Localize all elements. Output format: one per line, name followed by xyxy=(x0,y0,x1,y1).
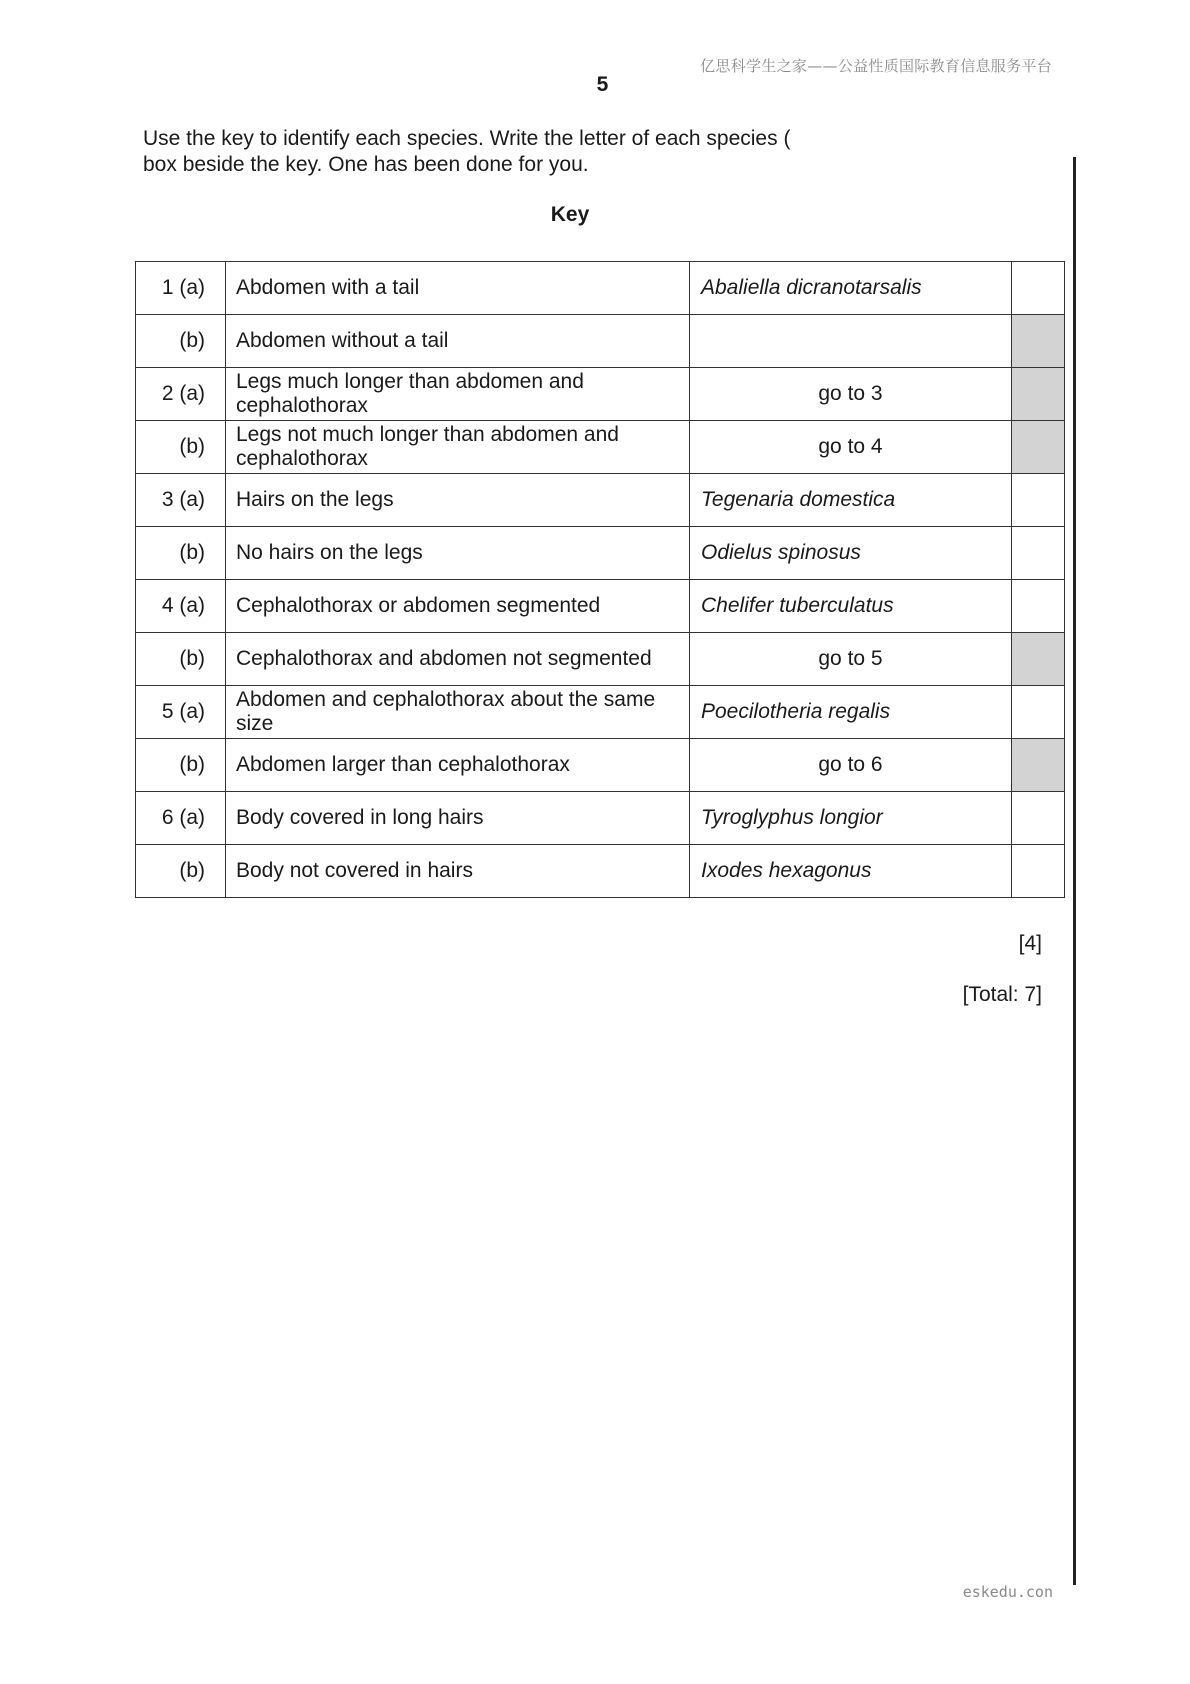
key-step-number: (b) xyxy=(136,845,226,898)
key-step-number: 2 (a) xyxy=(136,368,226,421)
key-goto-instruction: go to 4 xyxy=(690,421,1012,474)
key-row xyxy=(136,845,1065,898)
key-step-number: (b) xyxy=(136,739,226,792)
key-species-name xyxy=(690,315,1012,368)
margin-rule xyxy=(1073,157,1076,1585)
key-step-description: Hairs on the legs xyxy=(226,474,690,527)
key-step-description: Legs much longer than abdomen and cephalothorax xyxy=(226,368,690,421)
answer-box-shaded xyxy=(1012,315,1065,368)
question-instructions xyxy=(143,126,863,178)
marks-part: [4] xyxy=(1018,932,1042,955)
answer-box[interactable] xyxy=(1012,527,1065,580)
answer-box[interactable] xyxy=(1012,580,1065,633)
page-number: 5 xyxy=(596,73,609,96)
key-step-number: (b) xyxy=(136,315,226,368)
key-row xyxy=(136,315,1065,368)
answer-box[interactable] xyxy=(1012,262,1065,315)
key-step-description: Body covered in long hairs xyxy=(226,792,690,845)
key-species-name: Tyroglyphus longior xyxy=(690,792,1012,845)
key-goto-instruction: go to 3 xyxy=(690,368,1012,421)
key-row xyxy=(136,739,1065,792)
key-step-description: Cephalothorax or abdomen segmented xyxy=(226,580,690,633)
key-step-number: 5 (a) xyxy=(136,686,226,739)
key-step-description: Body not covered in hairs xyxy=(226,845,690,898)
key-step-description: Abdomen with a tail xyxy=(226,262,690,315)
key-step-description: Abdomen larger than cephalothorax xyxy=(226,739,690,792)
key-species-name: Chelifer tuberculatus xyxy=(690,580,1012,633)
key-row xyxy=(136,527,1065,580)
key-step-number: 6 (a) xyxy=(136,792,226,845)
key-species-name: Abaliella dicranotarsalis xyxy=(690,262,1012,315)
key-step-description: Abdomen without a tail xyxy=(226,315,690,368)
key-row xyxy=(136,792,1065,845)
key-row xyxy=(136,580,1065,633)
instructions-line-2: box beside the key. One has been done for you. xyxy=(143,153,589,176)
instructions-line-1: Use the key to identify each species. Write the letter of each species ( xyxy=(143,127,791,150)
answer-box-shaded xyxy=(1012,739,1065,792)
key-row xyxy=(136,633,1065,686)
key-step-description: Cephalothorax and abdomen not segmented xyxy=(226,633,690,686)
answer-box-shaded xyxy=(1012,368,1065,421)
key-row xyxy=(136,368,1065,421)
key-step-description: Legs not much longer than abdomen and cephalothorax xyxy=(226,421,690,474)
key-step-description: Abdomen and cephalothorax about the same size xyxy=(226,686,690,739)
key-species-name: Poecilotheria regalis xyxy=(690,686,1012,739)
key-row xyxy=(136,421,1065,474)
key-species-name: Odielus spinosus xyxy=(690,527,1012,580)
answer-box[interactable] xyxy=(1012,792,1065,845)
key-species-name: Ixodes hexagonus xyxy=(690,845,1012,898)
key-goto-instruction: go to 6 xyxy=(690,739,1012,792)
answer-box[interactable] xyxy=(1012,686,1065,739)
key-row xyxy=(136,262,1065,315)
key-row xyxy=(136,474,1065,527)
key-step-number: (b) xyxy=(136,527,226,580)
key-species-name: Tegenaria domestica xyxy=(690,474,1012,527)
dichotomous-key-table xyxy=(135,261,1065,898)
marks-total: [Total: 7] xyxy=(962,983,1042,1006)
footer-watermark: eskedu.con xyxy=(962,1583,1053,1601)
answer-box-shaded xyxy=(1012,421,1065,474)
header-watermark: 亿思科学生之家——公益性质国际教育信息服务平台 xyxy=(700,57,1052,75)
key-step-number: 4 (a) xyxy=(136,580,226,633)
answer-box-shaded xyxy=(1012,633,1065,686)
key-step-number: (b) xyxy=(136,633,226,686)
key-step-number: (b) xyxy=(136,421,226,474)
key-row xyxy=(136,686,1065,739)
key-step-description: No hairs on the legs xyxy=(226,527,690,580)
answer-box[interactable] xyxy=(1012,845,1065,898)
answer-box[interactable] xyxy=(1012,474,1065,527)
key-step-number: 3 (a) xyxy=(136,474,226,527)
key-heading: Key xyxy=(550,203,590,226)
key-goto-instruction: go to 5 xyxy=(690,633,1012,686)
key-step-number: 1 (a) xyxy=(136,262,226,315)
